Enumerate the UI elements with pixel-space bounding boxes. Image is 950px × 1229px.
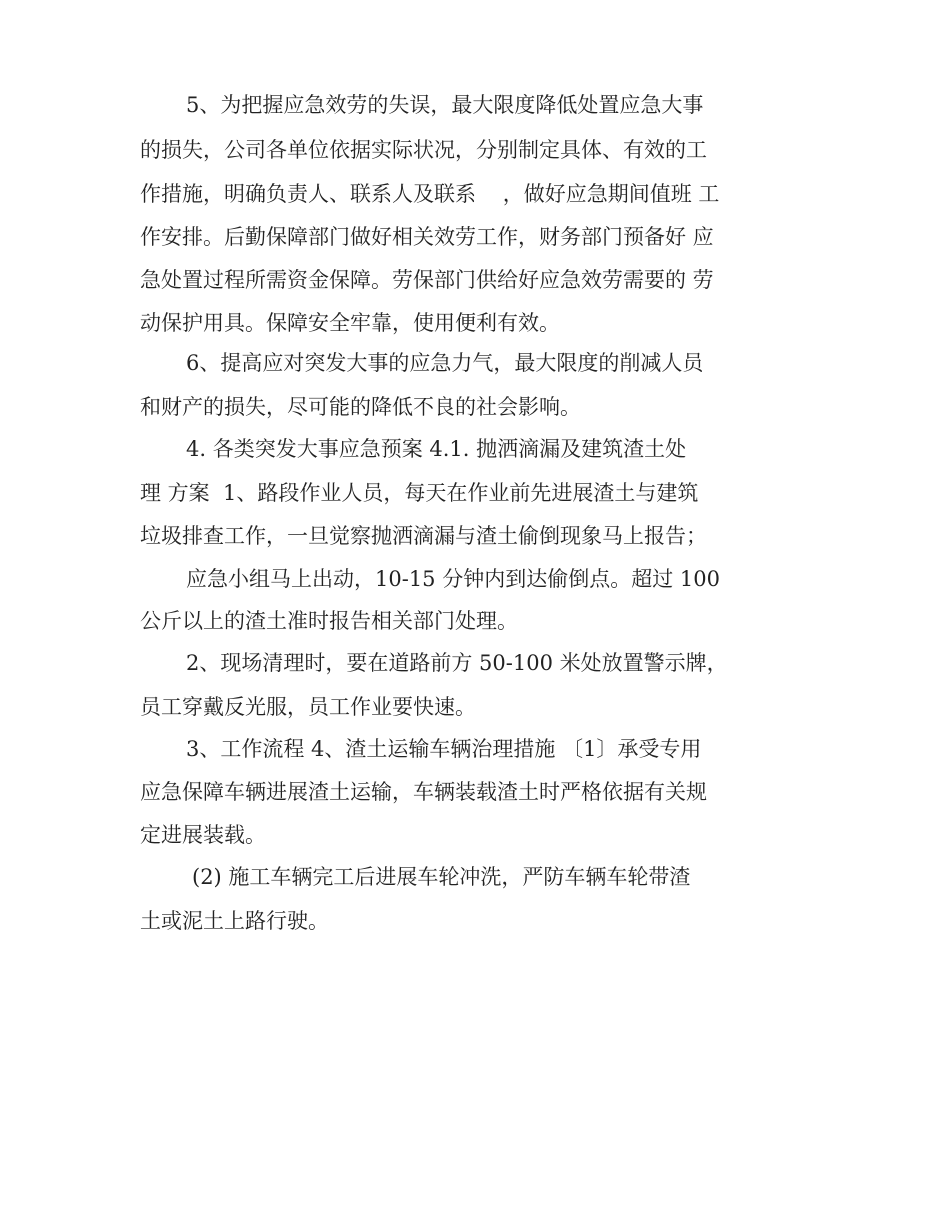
text-line: 的损失，公司各单位依据实际状况，分别制定具体、有效的工 — [140, 138, 707, 162]
text-line: 6、提高应对突发大事的应急力气，最大限度的削减人员 — [186, 351, 704, 375]
text-line: 4. 各类突发大事应急预案 4.1. 抛洒滴漏及建筑渣土处 — [186, 437, 687, 461]
text-line: 公斤以上的渣土准时报告相关部门处理。 — [140, 609, 518, 633]
text-line: 员工穿戴反光服，员工作业要快速。 — [140, 695, 476, 719]
text-line: 动保护用具。保障安全牢靠，使用便利有效。 — [140, 311, 560, 335]
text-line: (2) 施工车辆完工后进展车轮冲洗，严防车辆车轮带渣 — [192, 865, 691, 889]
text-line: 5、为把握应急效劳的失误，最大限度降低处置应急大事 — [186, 93, 704, 117]
text-line: 作安排。后勤保障部门做好相关效劳工作，财务部门预备好 应 — [140, 225, 714, 249]
text-line: 2、现场清理时，要在道路前方 50-100 米处放置警示牌， — [186, 651, 728, 675]
text-line: 垃圾排查工作，一旦觉察抛洒滴漏与渣土偷倒现象马上报告； — [140, 524, 707, 548]
text-line: 理 方案 1、路段作业人员，每天在作业前先进展渣土与建筑 — [140, 481, 699, 505]
text-line: 定进展装载。 — [140, 823, 266, 847]
text-line: 和财产的损失，尽可能的降低不良的社会影响。 — [140, 395, 581, 419]
text-line: 急处置过程所需资金保障。劳保部门供给好应急效劳需要的 劳 — [140, 268, 714, 292]
text-line: 应急小组马上出动，10-15 分钟内到达偷倒点。超过 100 — [186, 567, 720, 591]
text-line: 土或泥土上路行驶。 — [140, 909, 329, 933]
text-line: 作措施，明确负责人、联系人及联系 ，做好应急期间值班 工 — [140, 182, 720, 206]
text-line: 应急保障车辆进展渣土运输，车辆装载渣土时严格依据有关规 — [140, 780, 707, 804]
text-line: 3、工作流程 4、渣土运输车辆治理措施 〔1〕承受专用 — [186, 737, 702, 761]
